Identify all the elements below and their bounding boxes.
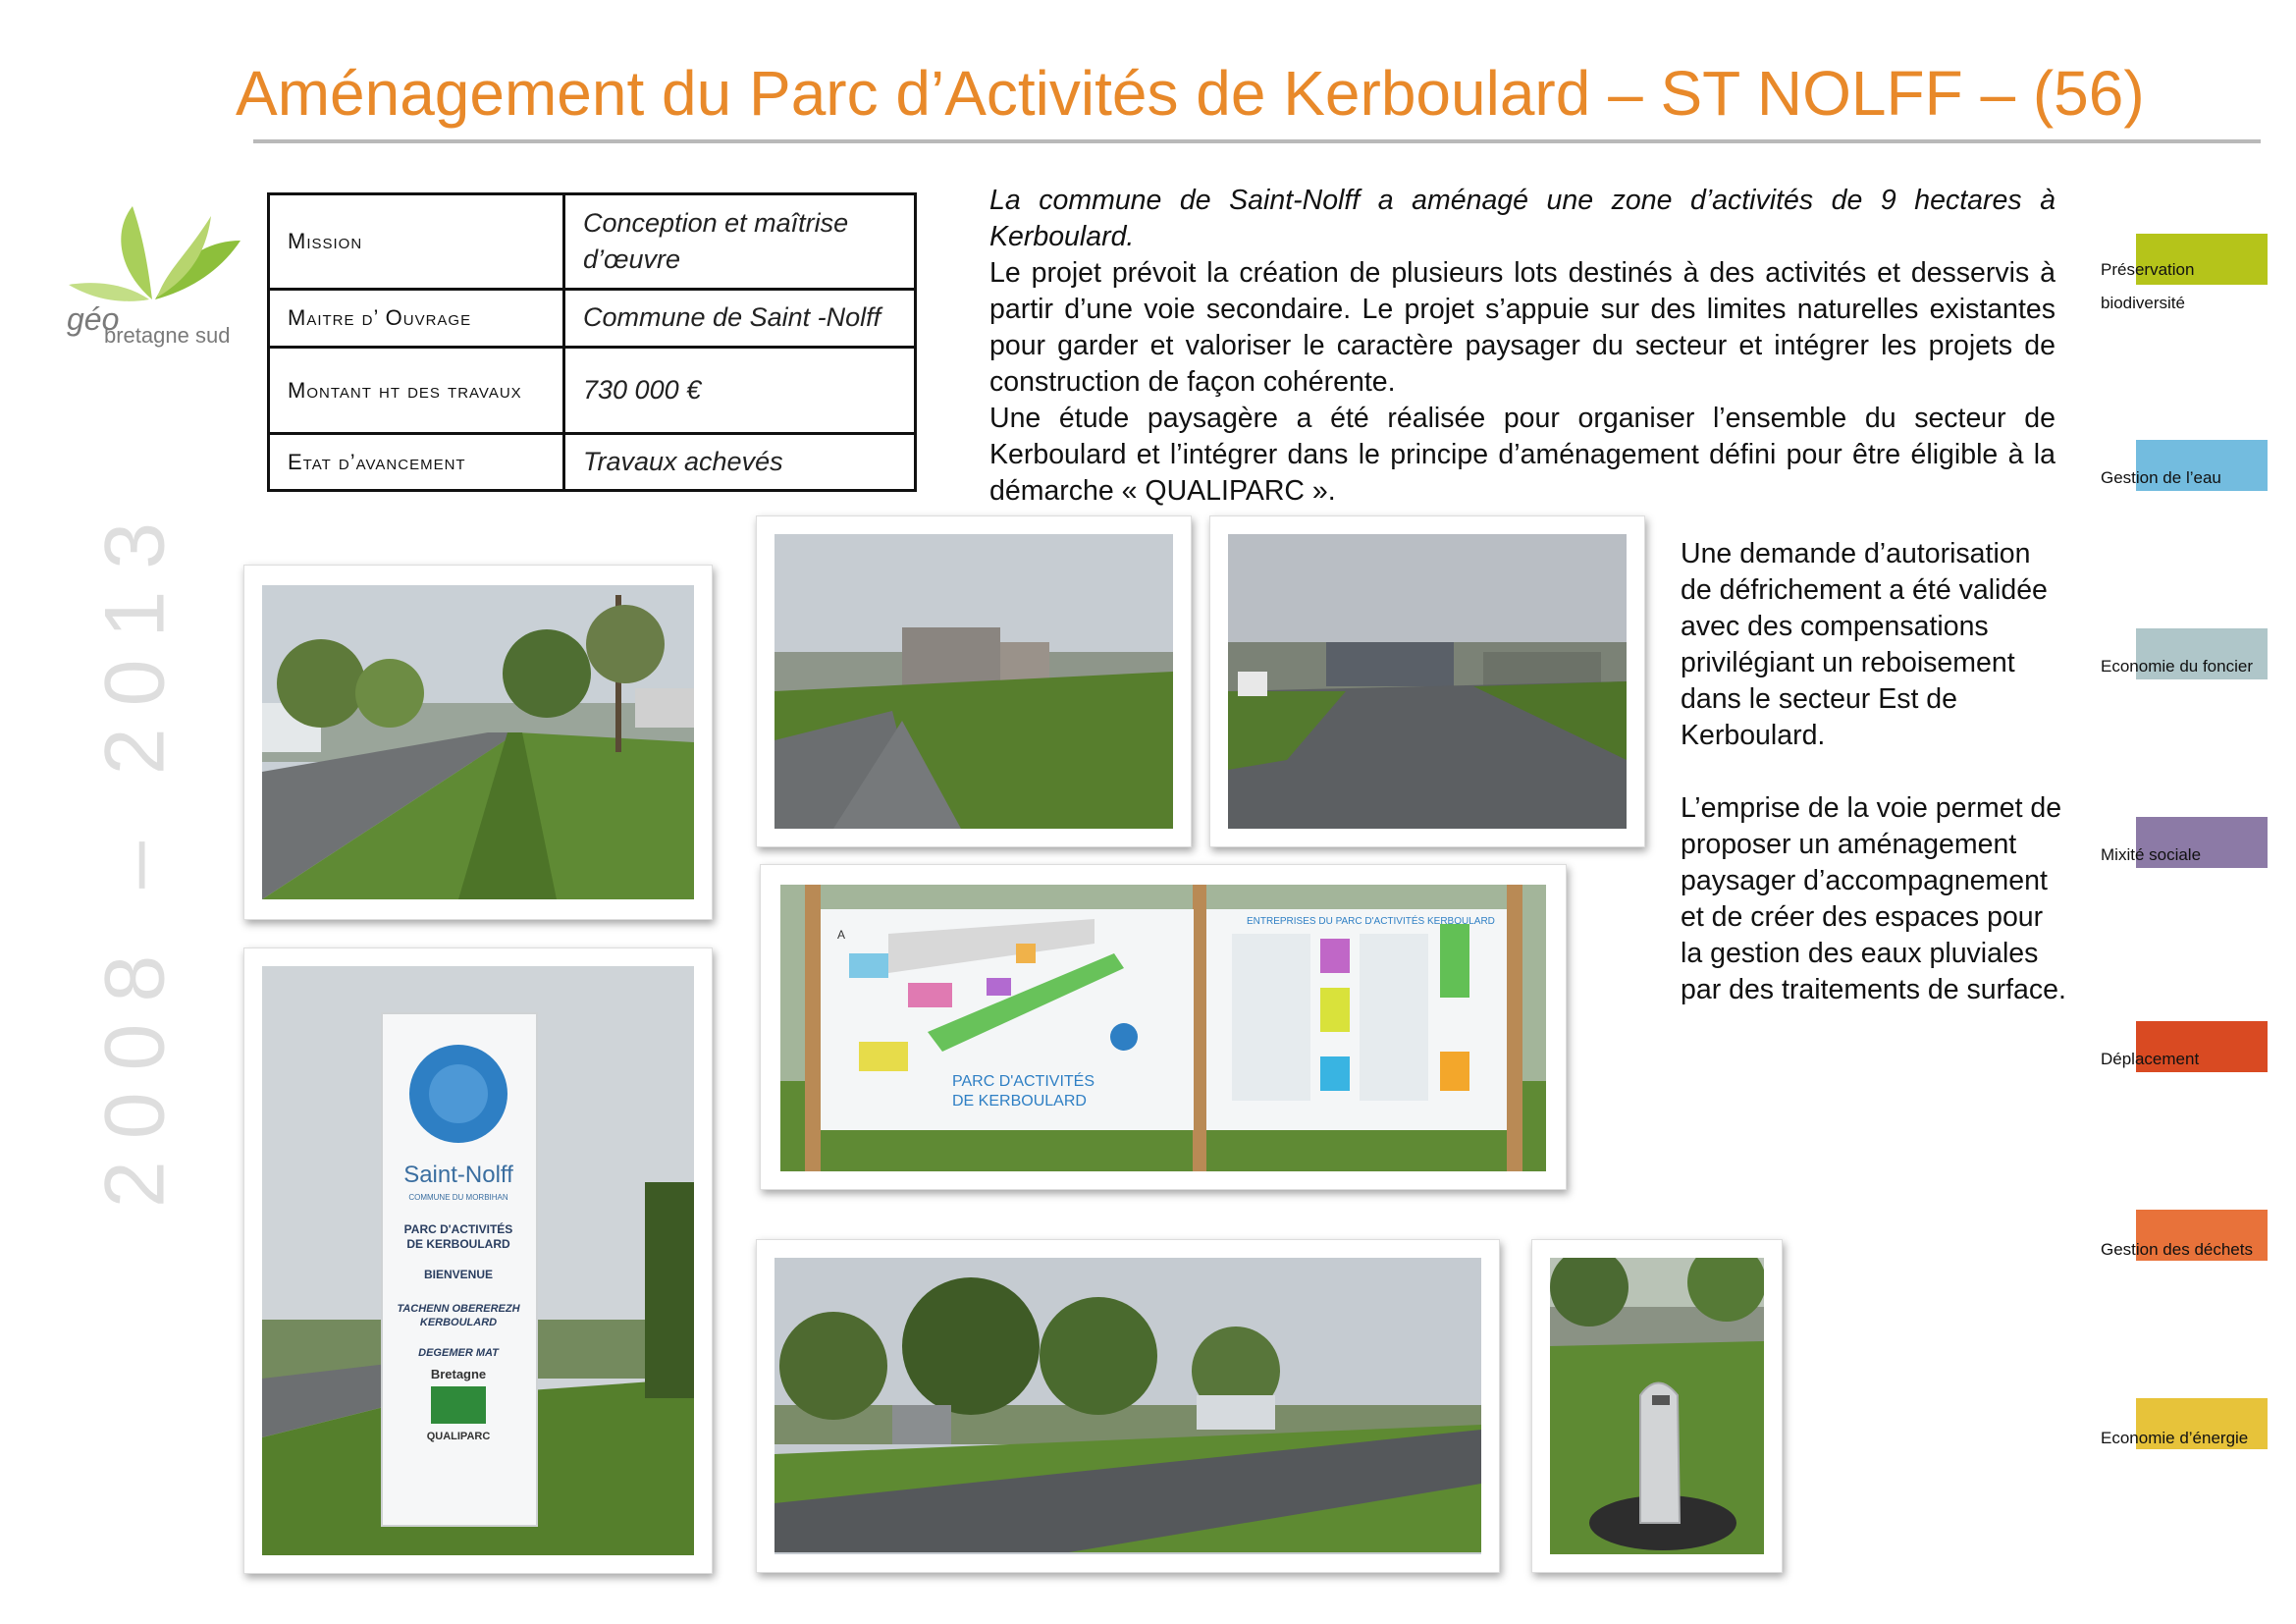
intro-text: [989, 183, 2056, 510]
intro-lead: La commune de Saint-Nolff a aménagé une zone d’activités de 9 hectares à Kerboulard.: [989, 185, 2056, 252]
sign-breton-line-3: DEGEMER MAT: [418, 1347, 499, 1359]
legend-label: Préservation: [2101, 260, 2195, 279]
table-value: Conception et maîtrise d’œuvre: [564, 194, 916, 290]
table-label: Maitre d’ Ouvrage: [269, 290, 564, 348]
sign-breton-line-2: KERBOULARD: [419, 1317, 498, 1328]
photo-road-trees: [243, 565, 713, 920]
legend-label: Mixité sociale: [2101, 845, 2202, 864]
intro-paragraph-2: Le projet prévoit la création de plusieurs lots destinés à des activités et desservis à partir d’une voie secondaire. Le projet s’appuie sur des limites naturelles existantes pour garder et valoriser le caractère paysager du secteur et intégrer les projets de construction de façon cohérente.: [989, 257, 2056, 398]
sign-town-name: Saint-Nolff: [403, 1162, 513, 1188]
table-row: [269, 434, 916, 491]
sign-park-line-1: PARC D'ACTIVITÉS: [403, 1222, 513, 1236]
logo-word-geo: géo: [67, 301, 120, 337]
sign-park-line-2: DE KERBOULARD: [406, 1237, 510, 1251]
page-title: Aménagement du Parc d’Activités de Kerboulard – ST NOLFF – (56): [236, 58, 2145, 129]
legend-label: Gestion des déchets: [2101, 1240, 2253, 1259]
panel-map-letter: A: [837, 928, 846, 942]
photo-entrance-sign: [243, 947, 713, 1574]
table-label: Etat d’avancement: [269, 434, 564, 491]
leaf-logo-icon: [59, 201, 245, 309]
photo-information-panel: [760, 864, 1567, 1190]
legend-label: Déplacement: [2101, 1050, 2200, 1068]
table-row: [269, 290, 916, 348]
company-logo: [59, 201, 245, 358]
photo-building-path: [756, 515, 1192, 847]
panel-list-title: ENTREPRISES DU PARC D'ACTIVITÉS KERBOULARD: [1247, 916, 1495, 927]
table-row: [269, 348, 916, 434]
sign-label: QUALIPARC: [426, 1431, 491, 1442]
table-value: Commune de Saint -Nolff: [564, 290, 916, 348]
title-divider: [253, 139, 2261, 143]
side-text: [1681, 536, 2069, 1045]
panel-map-title-1: PARC D'ACTIVITÉS: [952, 1073, 1095, 1090]
sign-welcome: BIENVENUE: [423, 1268, 494, 1281]
photo-panoramic-road: [756, 1239, 1500, 1573]
sign-breton-line-1: TACHENN OBEREREZH: [397, 1303, 520, 1315]
table-value: 730 000 €: [564, 348, 916, 434]
photo-parking-buildings: [1209, 515, 1645, 847]
intro-paragraph-3: Une étude paysagère a été réalisée pour organiser l’ensemble du secteur de Kerboulard et l’intégrer dans le principe d’aménagement défini pour être éligible à la démarche « QUALIPARC ».: [989, 403, 2056, 507]
legend-label: Economie d’énergie: [2101, 1429, 2249, 1447]
project-info-table: [267, 192, 917, 492]
logo-word-bretagne-sud: bretagne sud: [104, 323, 231, 348]
side-paragraph-2: L’emprise de la voie permet de proposer un aménagement paysager d’accompagnement et de créer des espaces pour la gestion des eaux pluviales par des traitements de surface.: [1681, 792, 2066, 1005]
side-paragraph-1: Une demande d’autorisation de défrichement a été validée avec des compensations privilégiant un reboisement dans le secteur Est de Kerboulard.: [1681, 538, 2048, 751]
sign-commune: COMMUNE DU MORBIHAN: [408, 1193, 508, 1202]
sign-region: Bretagne: [430, 1367, 487, 1381]
table-value: Travaux achevés: [564, 434, 916, 491]
project-years: 2008 – 2013: [87, 500, 183, 1209]
table-row: [269, 194, 916, 290]
legend-label-line-2: biodiversité: [2101, 294, 2185, 312]
photo-bollard: [1531, 1239, 1783, 1573]
legend-label: Gestion de l’eau: [2101, 468, 2221, 487]
legend-label: Economie du foncier: [2101, 657, 2253, 676]
table-label: Mission: [269, 194, 564, 290]
table-label: Montant ht des travaux: [269, 348, 564, 434]
panel-map-title-2: DE KERBOULARD: [952, 1093, 1087, 1110]
